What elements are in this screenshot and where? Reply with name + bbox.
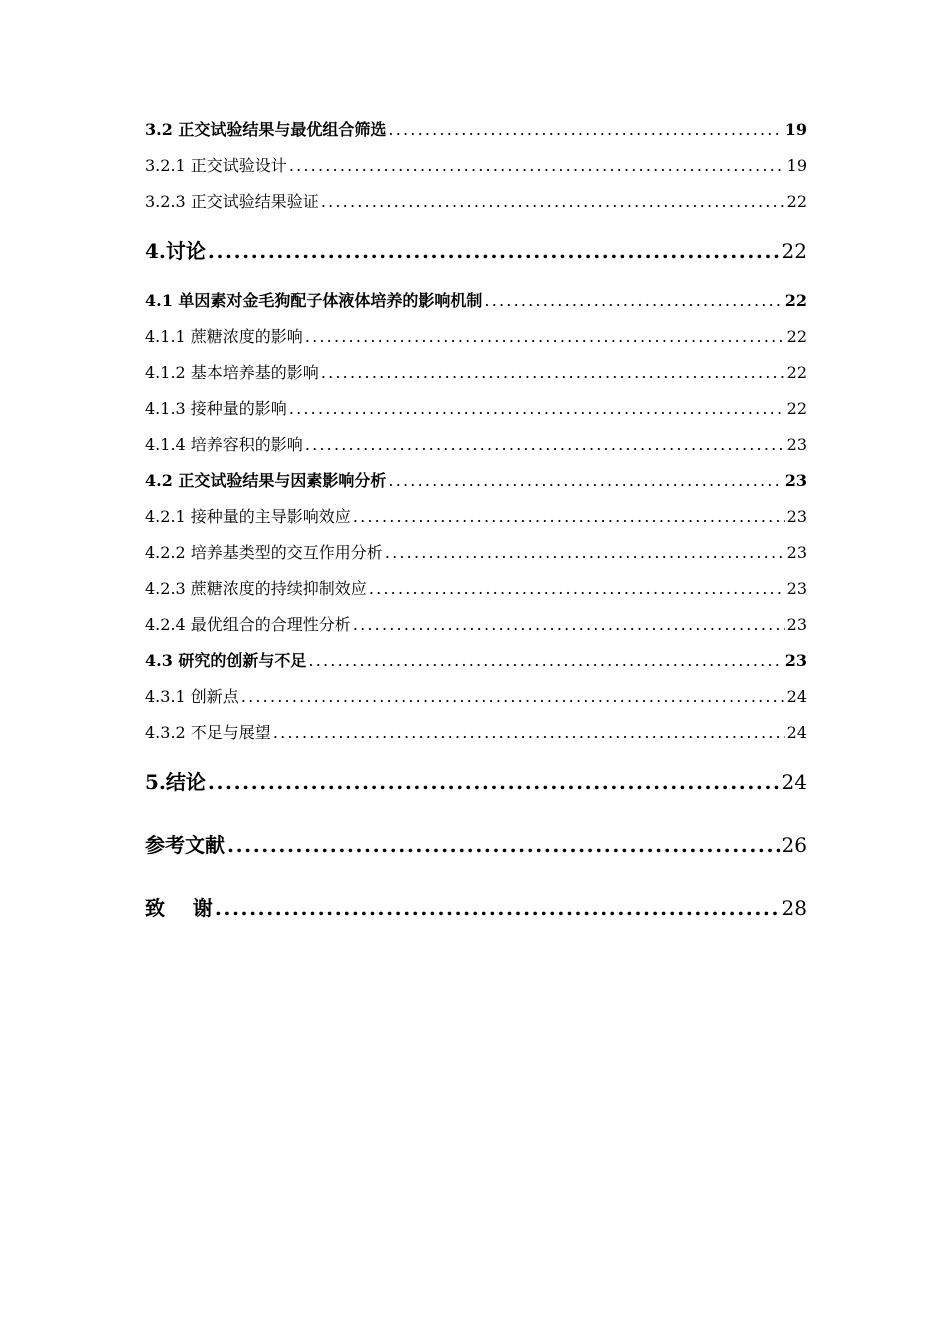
dot-leader xyxy=(388,463,782,499)
toc-entry-label: 致 谢 xyxy=(145,896,213,920)
toc-entry-label: 4.2.2 培养基类型的交互作用分析 xyxy=(145,543,383,562)
toc-entry-label: 4.讨论 xyxy=(145,239,206,263)
toc-entry-page: 28 xyxy=(781,896,807,920)
toc-entry-4-2-3[interactable] xyxy=(145,571,807,607)
toc-entry-label: 4.2 正交试验结果与因素影响分析 xyxy=(145,471,387,490)
dot-leader xyxy=(241,679,785,715)
dot-leader xyxy=(308,643,782,679)
dot-leader xyxy=(289,391,785,427)
toc-entry-acknowledgements[interactable] xyxy=(145,877,807,940)
toc-entry-page: 22 xyxy=(786,192,807,211)
toc-entry-label: 4.1.1 蔗糖浓度的影响 xyxy=(145,327,303,346)
toc-entry-label: 4.2.3 蔗糖浓度的持续抑制效应 xyxy=(145,579,367,598)
dot-leader xyxy=(208,220,780,283)
toc-entry-label: 4.1.2 基本培养基的影响 xyxy=(145,363,319,382)
toc-entry-4-1-4[interactable] xyxy=(145,427,807,463)
toc-entry-4-3-1[interactable] xyxy=(145,679,807,715)
toc-entry-label: 3.2.1 正交试验设计 xyxy=(145,156,287,175)
toc-entry-page: 22 xyxy=(786,327,807,346)
toc-entry-4-2[interactable] xyxy=(145,463,807,499)
toc-entry-page: 24 xyxy=(786,687,807,706)
toc-entry-page: 23 xyxy=(786,543,807,562)
toc-entry-4[interactable] xyxy=(145,220,807,283)
toc-entry-page: 23 xyxy=(784,651,807,670)
toc-entry-4-1-2[interactable] xyxy=(145,355,807,391)
toc-entry-page: 24 xyxy=(781,770,807,794)
dot-leader xyxy=(353,499,785,535)
dot-leader xyxy=(321,355,785,391)
toc-entry-page: 26 xyxy=(781,833,807,857)
toc-entry-4-2-4[interactable] xyxy=(145,607,807,643)
toc-entry-5[interactable] xyxy=(145,751,807,814)
dot-leader xyxy=(305,319,785,355)
toc-entry-label: 4.3.2 不足与展望 xyxy=(145,723,271,742)
dot-leader xyxy=(321,184,785,220)
toc-entry-4-2-1[interactable] xyxy=(145,499,807,535)
toc-entry-page: 23 xyxy=(784,471,807,490)
toc-entry-label: 4.2.4 最优组合的合理性分析 xyxy=(145,615,351,634)
toc-entry-page: 19 xyxy=(784,120,807,139)
dot-leader xyxy=(388,112,782,148)
toc-entry-label: 4.3 研究的创新与不足 xyxy=(145,651,307,670)
toc-entry-label: 5.结论 xyxy=(145,770,206,794)
toc-entry-page: 22 xyxy=(784,291,807,310)
dot-leader xyxy=(289,148,785,184)
toc-entry-label: 4.1.3 接种量的影响 xyxy=(145,399,287,418)
toc-entry-page: 22 xyxy=(786,399,807,418)
toc-entry-page: 22 xyxy=(781,239,807,263)
toc-entry-page: 23 xyxy=(786,507,807,526)
toc-entry-3-2-3[interactable] xyxy=(145,184,807,220)
toc-entry-label: 4.3.1 创新点 xyxy=(145,687,239,706)
toc-entry-4-3[interactable] xyxy=(145,643,807,679)
toc-entry-references[interactable] xyxy=(145,814,807,877)
dot-leader xyxy=(484,283,782,319)
toc-entry-4-1[interactable] xyxy=(145,283,807,319)
toc-entry-label: 3.2.3 正交试验结果验证 xyxy=(145,192,319,211)
toc-entry-page: 19 xyxy=(786,156,807,175)
dot-leader xyxy=(385,535,785,571)
toc-entry-4-1-3[interactable] xyxy=(145,391,807,427)
toc-entry-page: 24 xyxy=(786,723,807,742)
toc-entry-3-2[interactable] xyxy=(145,112,807,148)
toc-entry-3-2-1[interactable] xyxy=(145,148,807,184)
toc-entry-4-2-2[interactable] xyxy=(145,535,807,571)
dot-leader xyxy=(215,877,780,940)
dot-leader xyxy=(208,751,780,814)
toc-entry-4-3-2[interactable] xyxy=(145,715,807,751)
toc-entry-page: 23 xyxy=(786,615,807,634)
toc-entry-page: 23 xyxy=(786,579,807,598)
dot-leader xyxy=(227,814,780,877)
toc-entry-page: 23 xyxy=(786,435,807,454)
dot-leader xyxy=(353,607,785,643)
toc-entry-label: 4.1.4 培养容积的影响 xyxy=(145,435,303,454)
dot-leader xyxy=(305,427,785,463)
toc-entry-page: 22 xyxy=(786,363,807,382)
toc-entry-label: 3.2 正交试验结果与最优组合筛选 xyxy=(145,120,387,139)
toc-entry-4-1-1[interactable] xyxy=(145,319,807,355)
dot-leader xyxy=(369,571,785,607)
dot-leader xyxy=(273,715,785,751)
toc-entry-label: 参考文献 xyxy=(145,833,225,857)
table-of-contents xyxy=(145,112,807,940)
toc-entry-label: 4.2.1 接种量的主导影响效应 xyxy=(145,507,351,526)
toc-entry-label: 4.1 单因素对金毛狗配子体液体培养的影响机制 xyxy=(145,291,483,310)
